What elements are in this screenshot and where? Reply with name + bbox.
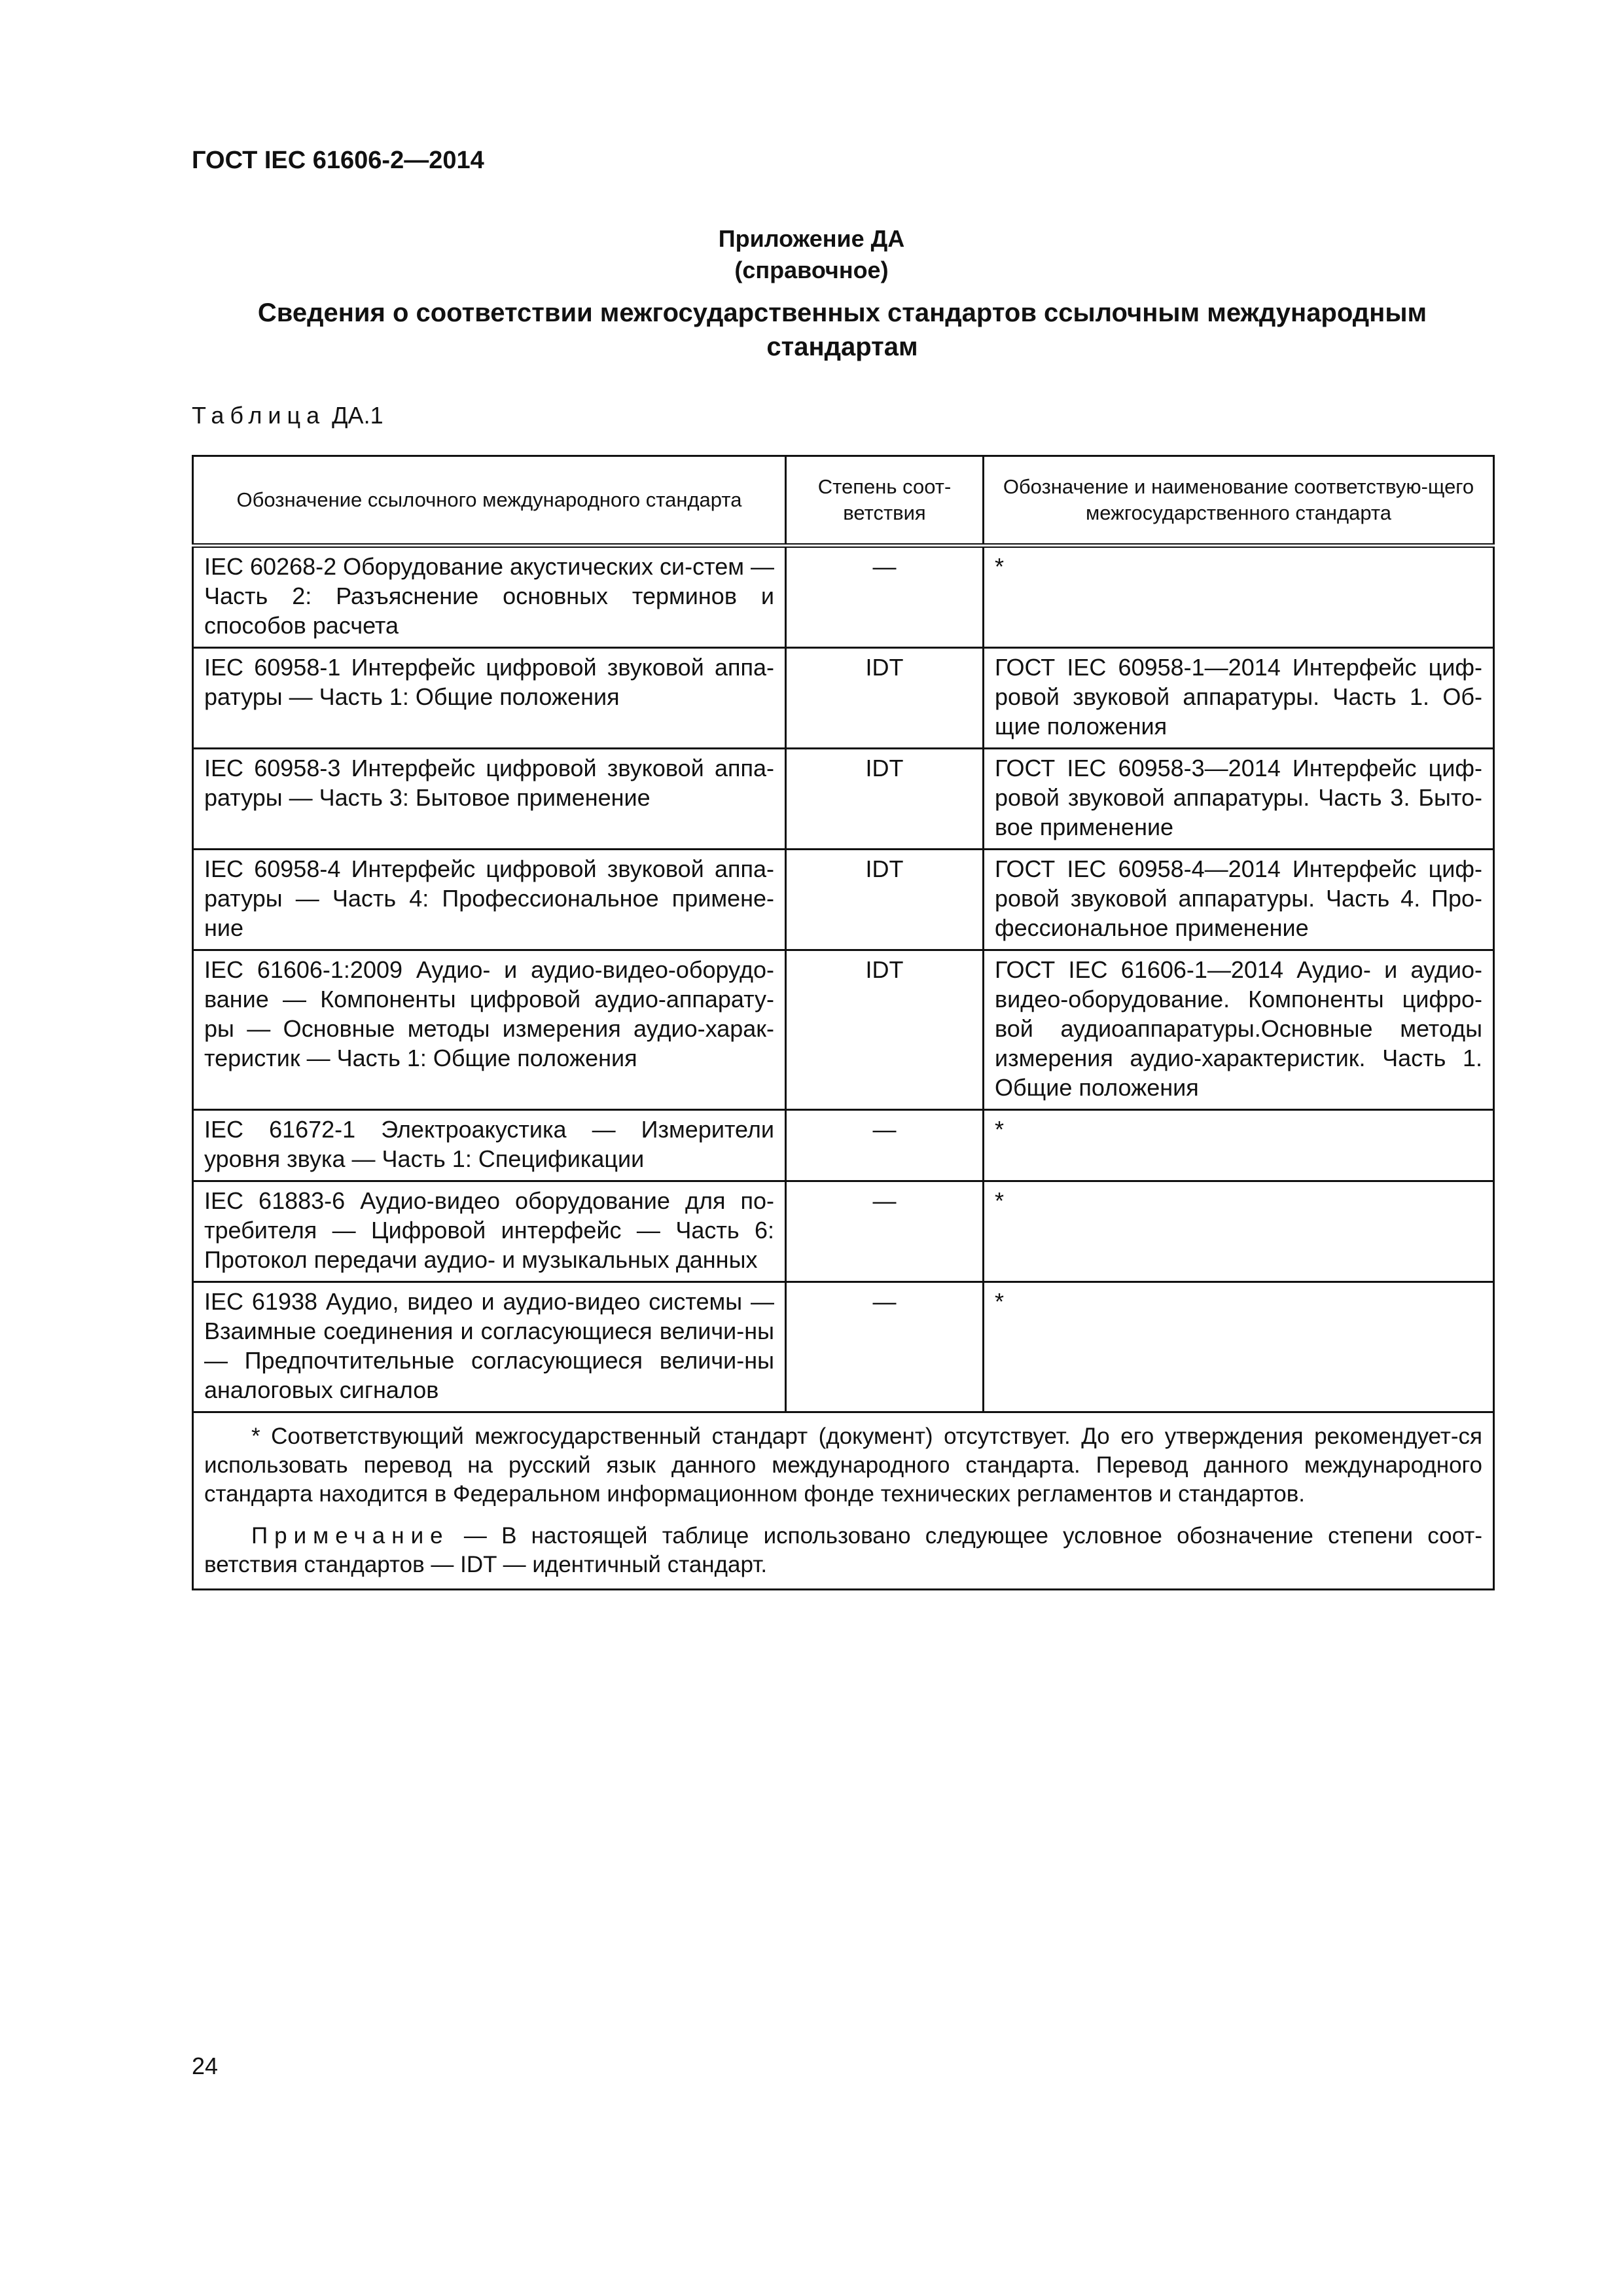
note-label: Примечание [251,1523,450,1549]
intl-standard-cell: IEC 61672-1 Электроакустика — Измерители уровня звука — Часть 1: Спецификации [193,1110,786,1181]
national-standard-cell: * [984,546,1494,648]
appendix-title: Сведения о соответствии межгосударственных стандартов ссылочным международным стандартам [257,298,1427,361]
table-caption-word: Таблица [192,402,326,429]
degree-cell: IDT [786,950,984,1110]
header-intl-standard: Обозначение ссылочного международного стандарта [193,456,786,546]
note-text: — В настоящей таблице использовано следующее условное обозначение степени соот-ветствия стандартов — IDT — идентичный стандарт. [204,1523,1482,1577]
document-header: ГОСТ IEC 61606-2—2014 [192,147,484,174]
national-standard-cell: * [984,1181,1494,1282]
table-row [193,950,1494,1110]
table-note [204,1522,1482,1579]
header-national-standard: Обозначение и наименование соответствую-щего межгосударственного стандарта [984,456,1494,546]
table-row [193,648,1494,749]
degree-cell: IDT [786,648,984,749]
intl-standard-cell: IEC 61938 Аудио, видео и аудио-видео системы — Взаимные соединения и согласующиеся величи-ны — Предпочтительные согласующиеся величи-ны аналоговых сигналов [193,1282,786,1412]
intl-standard-cell: IEC 61606-1:2009 Аудио- и аудио-видео-оборудо-вание — Компоненты цифровой аудио-аппарату-ры — Основные методы измерения аудио-харак-теристик — Часть 1: Общие положения [193,950,786,1110]
national-standard-cell: * [984,1110,1494,1181]
header-degree: Степень соот-ветствия [786,456,984,546]
national-standard-cell: * [984,1282,1494,1412]
table-footnote-row [193,1412,1494,1590]
table-row [193,546,1494,648]
intl-standard-cell: IEC 60958-1 Интерфейс цифровой звуковой аппа-ратуры — Часть 1: Общие положения [193,648,786,749]
national-standard-cell: ГОСТ IEC 60958-3—2014 Интерфейс циф-ровой звуковой аппаратуры. Часть 3. Быто-вое применение [984,749,1494,850]
intl-standard-cell: IEC 60958-4 Интерфейс цифровой звуковой аппа-ратуры — Часть 4: Профессиональное примене-ние [193,850,786,950]
footnote-text: * Соответствующий межгосударственный стандарт (документ) отсутствует. До его утверждения рекомендует-ся использовать перевод на русский язык данного международного стандарта. Перевод данного международного стандарта находится в Федеральном информационном фонде технических регламентов и стандартов. [204,1424,1482,1507]
national-standard-cell: ГОСТ IEC 60958-1—2014 Интерфейс циф-ровой звуковой аппаратуры. Часть 1. Об-щие положения [984,648,1494,749]
appendix-kind: (справочное) [734,257,889,283]
table-row [193,850,1494,950]
intl-standard-cell: IEC 60268-2 Оборудование акустических си-стем — Часть 2: Разъяснение основных терминов и способов расчета [193,546,786,648]
intl-standard-cell: IEC 60958-3 Интерфейс цифровой звуковой аппа-ратуры — Часть 3: Бытовое применение [193,749,786,850]
national-standard-cell: ГОСТ IEC 60958-4—2014 Интерфейс циф-ровой звуковой аппаратуры. Часть 4. Про-фессиональное применение [984,850,1494,950]
degree-cell: — [786,546,984,648]
correspondence-table [192,455,1495,1590]
page-number: 24 [192,2053,219,2079]
degree-cell: — [786,1282,984,1412]
intl-standard-cell: IEC 61883-6 Аудио-видео оборудование для по-требителя — Цифровой интерфейс — Часть 6: Протокол передачи аудио- и музыкальных данных [193,1181,786,1282]
table-header-row [193,456,1494,546]
degree-cell: — [786,1181,984,1282]
table-row [193,1181,1494,1282]
table-footnote-cell [193,1412,1494,1590]
table-row [193,1110,1494,1181]
table-row [193,1282,1494,1412]
degree-cell: — [786,1110,984,1181]
table-caption-number: ДА.1 [332,402,383,429]
appendix-name: Приложение ДА [718,225,905,252]
table-caption [192,402,383,429]
degree-cell: IDT [786,850,984,950]
degree-cell: IDT [786,749,984,850]
national-standard-cell: ГОСТ IEC 61606-1—2014 Аудио- и аудио-видео-оборудование. Компоненты цифро-вой аудиоаппаратуры.Основные методы измерения аудио-характеристик. Часть 1. Общие положения [984,950,1494,1110]
table-row [193,749,1494,850]
